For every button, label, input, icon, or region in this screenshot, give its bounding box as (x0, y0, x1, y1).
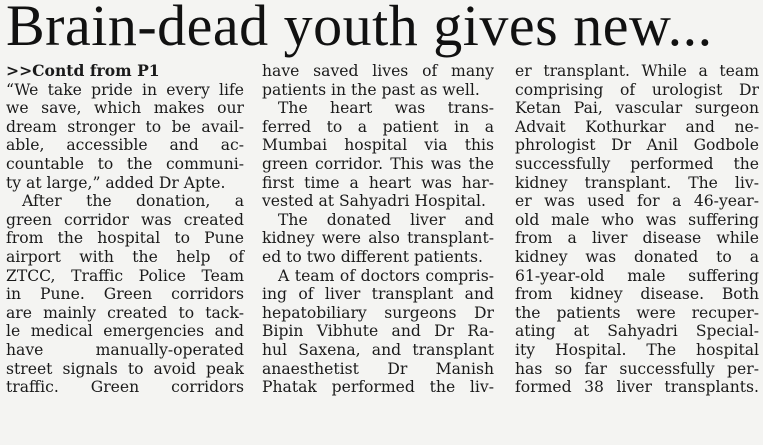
article-text-line: ating at Sahyadri Special- (515, 322, 759, 341)
article-headline: Brain-dead youth gives new... (6, 0, 713, 58)
article-text-line: Phatak performed the liv- (262, 378, 494, 397)
article-text-line: er transplant. While a team (515, 62, 759, 80)
article-text-line: airport with the help of (6, 247, 244, 266)
article-text-line: ity Hospital. The hospital (515, 340, 759, 359)
article-text-line: successfully performed the (515, 154, 759, 173)
article-text-line: we save, which makes our (6, 99, 244, 118)
article-text-line: Mumbai hospital via this (262, 136, 494, 155)
article-text-line: Bipin Vibhute and Dr Ra- (262, 322, 494, 341)
article-text-line: kidney transplant. The liv- (515, 173, 759, 192)
article-text-line: formed 38 liver transplants. (515, 378, 759, 397)
article-text-line: in Pune. Green corridors (6, 285, 244, 304)
article-text-line: er was used for a 46-year- (515, 192, 759, 211)
article-text-line: >>Contd from P1 (6, 61, 160, 80)
article-text-line: Ketan Pai, vascular surgeon (515, 99, 759, 118)
article-text-line: le medical emergencies and (6, 322, 244, 341)
article-text-line: The heart was trans- (278, 99, 494, 118)
article-text-line: hul Saxena, and transplant (262, 340, 494, 359)
article-text-line: able, accessible and ac- (6, 136, 244, 155)
article-column-1 (6, 62, 244, 397)
article-text-line: has so far successfully per- (515, 359, 759, 378)
article-text-line: street signals to avoid peak (6, 359, 244, 378)
article-column-3 (515, 62, 759, 397)
article-text-line: are mainly created to tack- (6, 303, 244, 322)
article-text-line: traffic. Green corridors (6, 378, 244, 397)
article-text-line: countable to the communi- (6, 154, 244, 173)
article-text-line: green corridor. This was the (262, 154, 494, 173)
article-text-line: kidney was donated to a (515, 247, 759, 266)
article-text-line: kidney were also transplant- (262, 229, 494, 248)
article-text-line: 61-year-old male suffering (515, 266, 759, 285)
article-text-line: anaesthetist Dr Manish (262, 359, 494, 378)
article-text-line: The donated liver and (278, 210, 494, 229)
article-text-line: ing of liver transplant and (262, 285, 494, 304)
article-text-line: from a liver disease while (515, 229, 759, 248)
article-text-line: vested at Sahyadri Hospital. (262, 192, 486, 211)
article-text-line: After the donation, a (22, 192, 244, 211)
article-text-line: old male who was suffering (515, 210, 759, 229)
article-text-line: hepatobiliary surgeons Dr (262, 303, 494, 322)
article-text-line: patients in the past as well. (262, 80, 480, 99)
article-text-line: ZTCC, Traffic Police Team (6, 266, 244, 285)
article-text-line: A team of doctors compris- (278, 266, 494, 285)
article-text-line: from the hospital to Pune (6, 229, 244, 248)
article-text-line: from kidney disease. Both (515, 285, 759, 304)
article-text-line: ty at large,” added Dr Apte. (6, 173, 226, 192)
article-text-line: dream stronger to be avail- (6, 117, 244, 136)
article-text-line: comprising of urologist Dr (515, 80, 759, 99)
article-text-line: first time a heart was har- (262, 173, 494, 192)
article-text-line: ferred to a patient in a (262, 117, 494, 136)
article-text-line: ed to two different patients. (262, 247, 483, 266)
article-text-line: “We take pride in every life (6, 80, 244, 99)
article-text-line: phrologist Dr Anil Godbole (515, 136, 759, 155)
article-text-line: the patients were recuper- (515, 303, 759, 322)
article-text-line: Advait Kothurkar and ne- (515, 117, 759, 136)
article-text-line: green corridor was created (6, 210, 244, 229)
article-text-line: have manually-operated (6, 340, 244, 359)
article-column-2 (262, 62, 494, 397)
article-text-line: have saved lives of many (262, 62, 494, 80)
